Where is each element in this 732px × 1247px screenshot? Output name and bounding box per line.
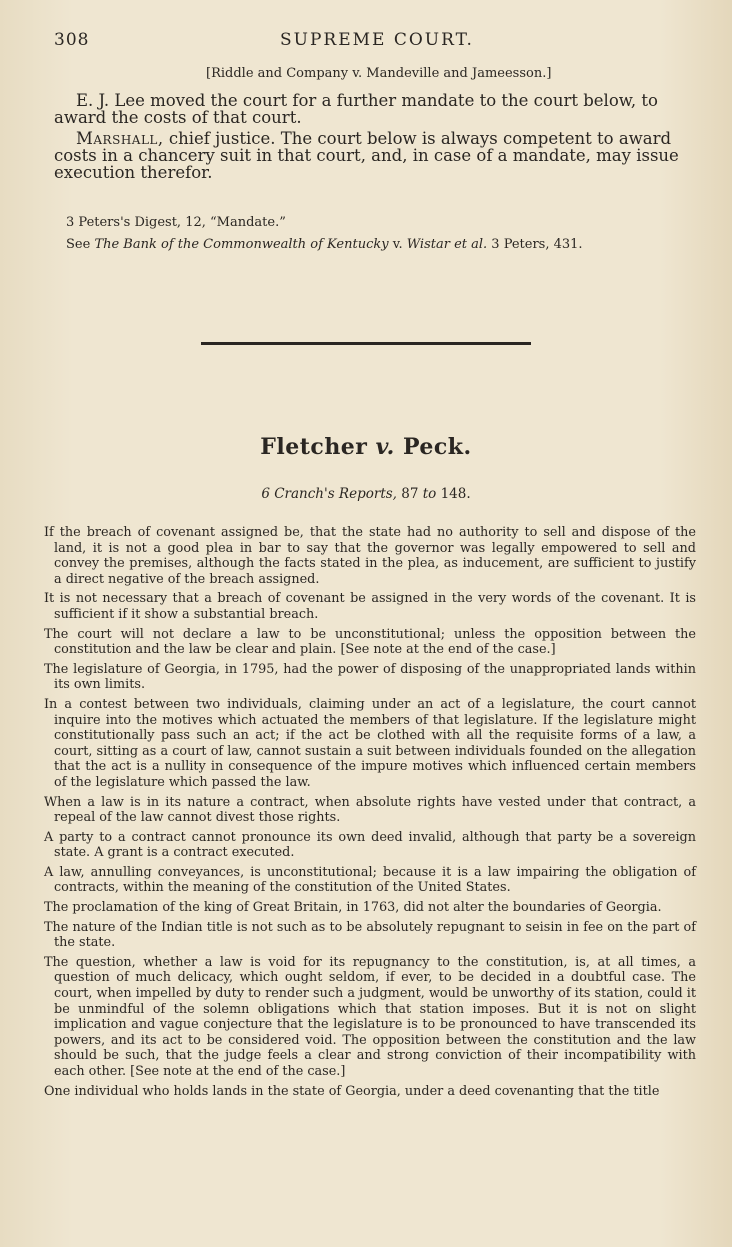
headnote: A party to a contract cannot pronounce its own deed invalid, although that party be a sovereign state. A grant is a contract executed. xyxy=(44,829,696,861)
headnote: The question, whether a law is void for its repugnancy to the constitution, is, at all times, a question of much delicacy, which ought seldom, if ever, to be decided in a doubtful case. The court, when impelled by duty to render such a judgment, would be unworthy of its station, could it be unmindful of the solemn obligations which that station imposes. But it is not on slight implication and vague conjecture that the legislature is to be pronounced to have transcended its powers, and its act to be considered void. The opposition between the constitution and the law should be such, that the judge feels a clear and strong conviction of their incompatibility with each other. [See note at the end of the case.] xyxy=(44,954,696,1079)
ruling-text: chief justice. The court below is always competent to award costs in a chancery suit in that court, and, in case of a mandate, may issue execution therefor. xyxy=(54,129,679,182)
headnote: One individual who holds lands in the state of Georgia, under a deed covenanting that the title xyxy=(44,1083,660,1099)
headnote: When a law is in its nature a contract, when absolute rights have vested under that contract, a repeal of the law cannot divest those rights. xyxy=(44,794,696,826)
references xyxy=(66,212,702,256)
section-divider xyxy=(201,342,531,345)
case-title-versus: v. xyxy=(375,434,395,460)
justice-name: Marshall, xyxy=(76,129,164,148)
headnote: A law, annulling conveyances, is unconstitutional; because it is a law impairing the obligation of contracts, within the meaning of the constitution of the United States. xyxy=(44,864,696,896)
running-header xyxy=(54,30,688,54)
cited-party: Wistar et al. xyxy=(406,237,488,252)
case-citation xyxy=(0,486,732,502)
citation-to: to xyxy=(422,486,437,502)
page-number: 308 xyxy=(54,30,90,50)
case-title-party-b: Peck. xyxy=(394,434,472,460)
running-title: SUPREME COURT. xyxy=(280,30,474,50)
reference-digest: 3 Peters's Digest, 12, “Mandate.” xyxy=(66,215,286,230)
reference-see-also xyxy=(66,234,702,256)
cited-case-name: The Bank of the Commonwealth of Kentucky xyxy=(94,237,389,252)
motion-section xyxy=(54,92,702,181)
headnote: In a contest between two individuals, claiming under an act of a legislature, the court cannot inquire into the motives which actuated the members of that legislature. If the legislature might constitutionally pass such an act; if the act be clothed with all the requisite forms of a law, a court, sitting as a court of law, cannot sustain a suit between individuals founded on the allegation that the act is a nullity in consequence of the impure motives which influenced certain members of the legislature which passed the law. xyxy=(44,696,696,790)
ruling-paragraph xyxy=(54,130,702,181)
headnotes xyxy=(44,525,696,1099)
versus: v. xyxy=(388,237,407,252)
citation-end-page: 148. xyxy=(436,486,471,502)
headnote: The proclamation of the king of Great Britain, in 1763, did not alter the boundaries of Georgia. xyxy=(44,900,662,916)
headnote: If the breach of covenant assigned be, that the state had no authority to sell and dispose of the land, it is not a good plea in bar to say that the governor was legally empowered to sell and convey the premises, although the facts stated in the plea, as inducement, are sufficient to justify a direct negative of the breach assigned. xyxy=(44,525,696,587)
see-prefix: See xyxy=(66,237,95,252)
headnote: The legislature of Georgia, in 1795, had the power of disposing of the unappropriated lands within its own limits. xyxy=(44,661,696,693)
motion-paragraph: E. J. Lee moved the court for a further mandate to the court below, to award the costs of that court. xyxy=(54,91,658,127)
headnote: It is not necessary that a breach of covenant be assigned in the very words of the covenant. It is sufficient if it show a substantial breach. xyxy=(44,591,696,622)
citation-reporter: 6 Cranch's Reports, xyxy=(261,486,397,502)
headnote: The court will not declare a law to be unconstitutional; unless the opposition between the constitution and the law be clear and plain. [See note at the end of the case.] xyxy=(44,626,696,658)
case-title xyxy=(0,434,732,460)
citation-start-page: 87 xyxy=(396,486,423,502)
headnote: The nature of the Indian title is not such as to be absolutely repugnant to seisin in fee on the part of the state. xyxy=(44,919,696,951)
cited-reporter: 3 Peters, 431. xyxy=(487,237,583,252)
case-title-party-a: Fletcher xyxy=(260,434,376,460)
case-caption: [Riddle and Company v. Mandeville and Jameesson.] xyxy=(206,66,552,81)
